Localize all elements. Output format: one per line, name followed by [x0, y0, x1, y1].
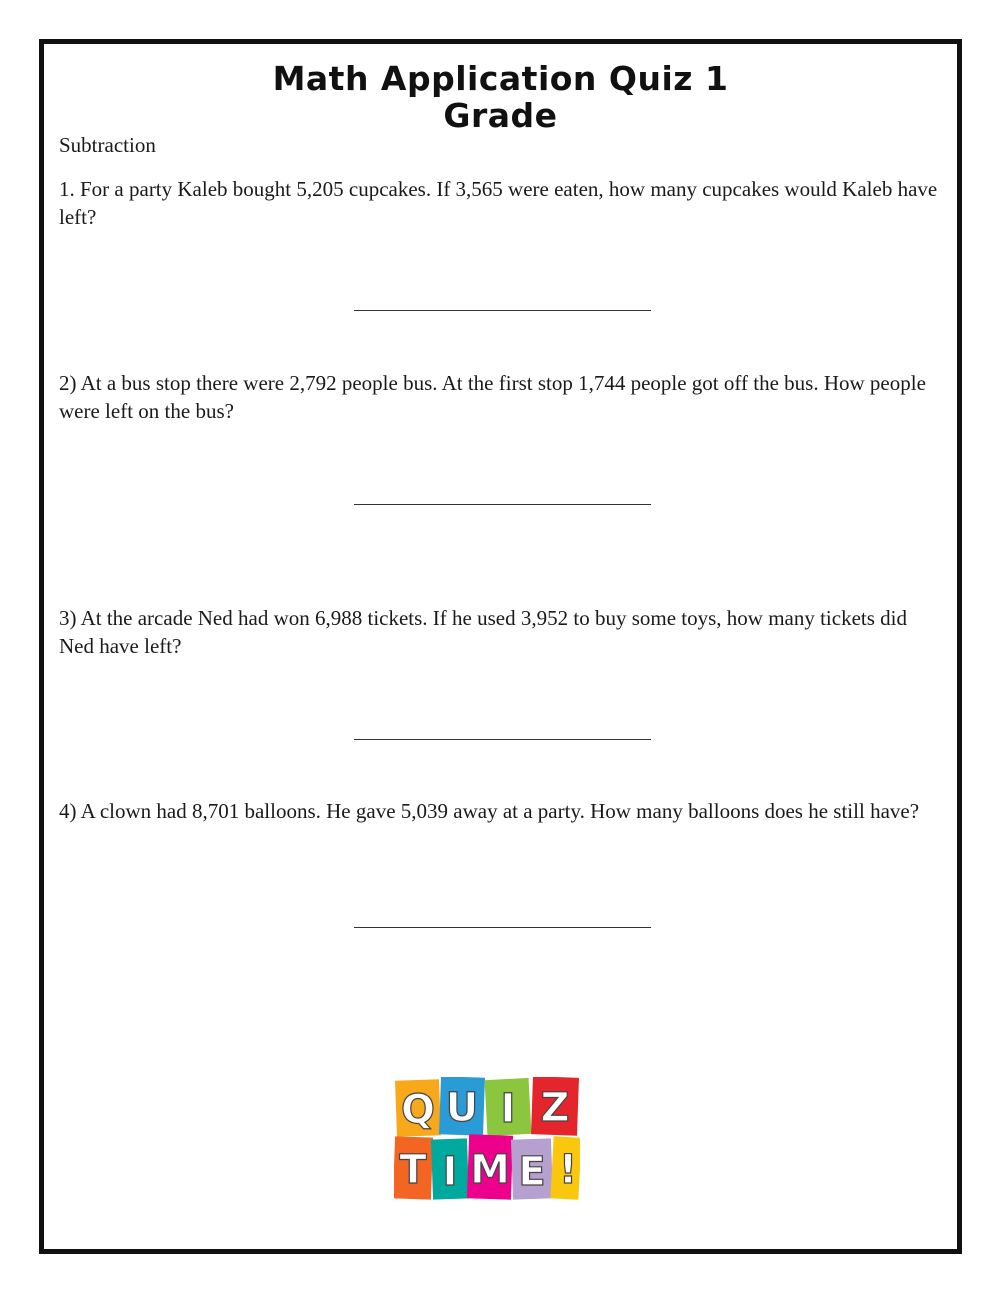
logo-letter: I: [442, 1149, 458, 1195]
logo-letter: T: [399, 1147, 427, 1193]
logo-letter: Q: [400, 1087, 436, 1133]
quiz-time-logo: [394, 1077, 580, 1203]
answer-line-4[interactable]: [354, 927, 651, 928]
logo-letter: I: [500, 1086, 516, 1132]
logo-letter: E: [518, 1149, 546, 1195]
title-line-1: Math Application Quiz 1: [272, 59, 729, 98]
logo-letter: M: [470, 1147, 510, 1193]
section-label: Subtraction: [59, 133, 156, 157]
page-title: [44, 60, 957, 134]
logo-letter: Z: [540, 1085, 570, 1131]
question-3: 3) At the arcade Ned had won 6,988 tickets. If he used 3,952 to buy some toys, how many tickets did Ned have left?: [59, 606, 907, 658]
title-line-2: Grade: [443, 96, 558, 135]
worksheet-frame: [39, 39, 962, 1254]
question-4: 4) A clown had 8,701 balloons. He gave 5,039 away at a party. How many balloons does he still have?: [59, 799, 920, 823]
answer-line-3[interactable]: [354, 739, 651, 740]
question-1: 1. For a party Kaleb bought 5,205 cupcakes. If 3,565 were eaten, how many cupcakes would Kaleb have left?: [59, 177, 938, 229]
answer-line-2[interactable]: [354, 504, 651, 505]
answer-line-1[interactable]: [354, 310, 651, 311]
logo-letter: U: [445, 1085, 479, 1131]
question-2: 2) At a bus stop there were 2,792 people bus. At the first stop 1,744 people got off the bus. How people were left on the bus?: [59, 371, 926, 423]
logo-letter: !: [558, 1147, 578, 1193]
